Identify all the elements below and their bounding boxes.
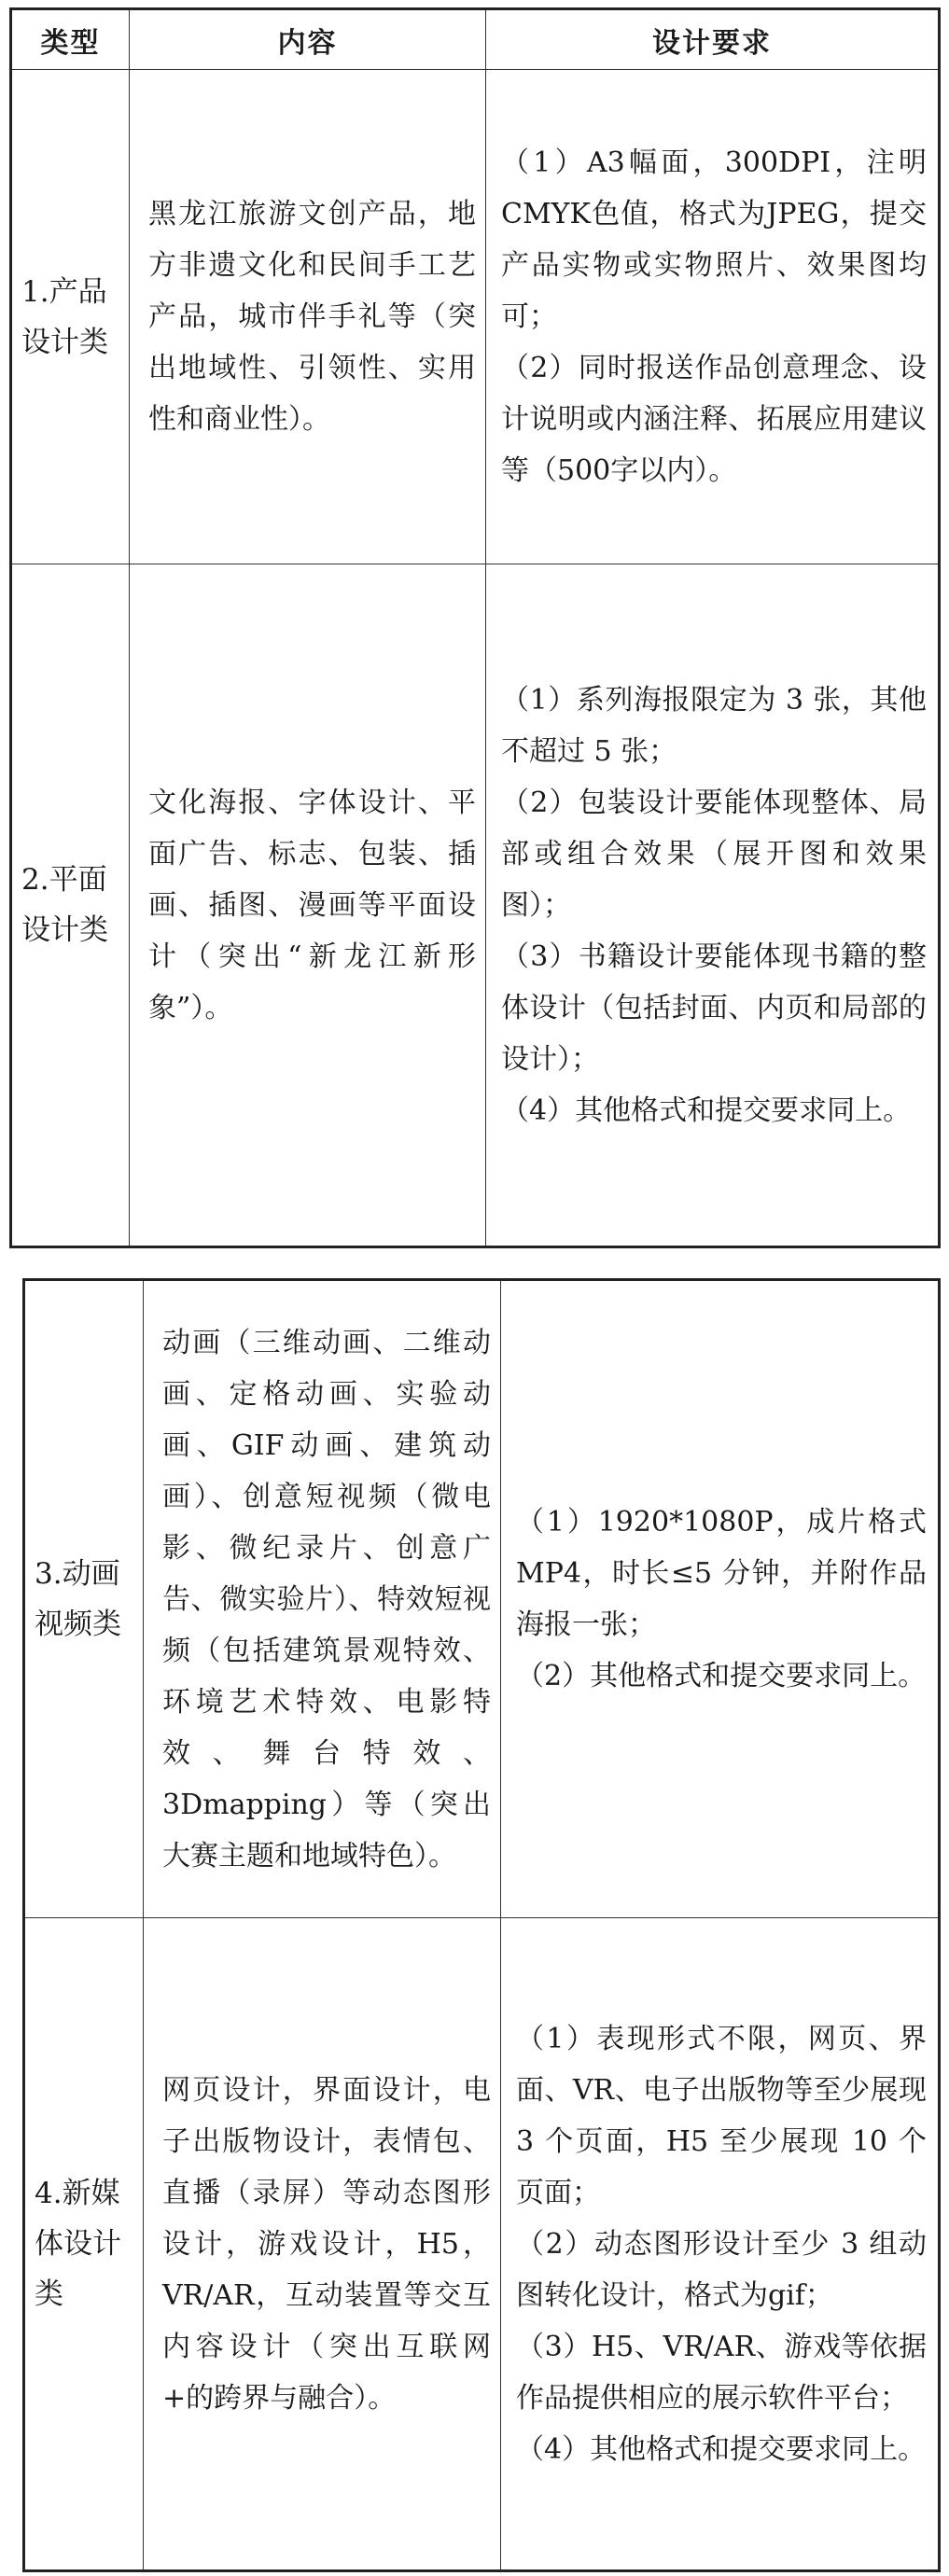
- row-type-cell: 3.动画视频类: [24, 1280, 144, 1918]
- row-requirements-cell: [486, 70, 940, 564]
- requirement-item: （2）同时报送作品创意理念、设计说明或内涵注释、拓展应用建议等（500字以内）。: [501, 352, 927, 487]
- requirement-item: （3）H5、VR/AR、游戏等依据作品提供相应的展示软件平台；: [516, 2330, 927, 2415]
- row-content-cell: 动画（三维动画、二维动画、定格动画、实验动画、GIF动画、建筑动画）、创意短视频（微电影、微纪录片、创意广告、微实验片）、特效短视频（包括建筑景观特效、环境艺术特效、电影特效、舞台特效、3Dmapping）等（突出大赛主题和地域特色）。: [144, 1280, 501, 1918]
- row-content-cell: 网页设计，界面设计，电子出版物设计，表情包、直播（录屏）等动态图形设计，游戏设计，H5，VR/AR，互动装置等交互内容设计（突出互联网+的跨界与融合）。: [144, 1918, 501, 2571]
- table-header-row: [11, 9, 940, 70]
- row-content-cell: 黑龙江旅游文创产品，地方非遗文化和民间手工艺产品，城市伴手礼等（突出地域性、引领性、实用性和商业性）。: [130, 70, 486, 564]
- table-row-product-design: [11, 70, 940, 564]
- row-requirements-cell: [501, 1918, 940, 2571]
- table-row-animation-video: [24, 1280, 940, 1918]
- table-row-graphic-design: [11, 564, 940, 1247]
- header-requirements: 设计要求: [486, 9, 940, 70]
- requirement-item: （4）其他格式和提交要求同上。: [501, 1093, 912, 1127]
- design-requirements-table-top: [9, 7, 941, 1248]
- row-type-cell: 4.新媒体设计类: [24, 1918, 144, 2571]
- requirement-item: （2）动态图形设计至少 3 组动图转化设计，格式为gif；: [516, 2227, 927, 2312]
- requirement-item: （1）1920*1080P，成片格式MP4，时长≤5 分钟，并附作品海报一张；: [516, 1506, 927, 1641]
- row-type-cell: 1.产品设计类: [11, 70, 130, 564]
- row-content-cell: 文化海报、字体设计、平面广告、标志、包装、插画、插图、漫画等平面设计（突出“新龙江新形象”）。: [130, 564, 486, 1247]
- requirement-item: （2）包装设计要能体现整体、局部或组合效果（展开图和效果图）；: [501, 786, 927, 922]
- table-row-new-media-design: [24, 1918, 940, 2571]
- requirement-item: （1）A3幅面，300DPI，注明CMYK色值，格式为JPEG，提交产品实物或实物照片、效果图均可；: [501, 146, 927, 333]
- requirement-item: （1）系列海报限定为 3 张，其他不超过 5 张；: [501, 683, 927, 768]
- requirement-item: （3）书籍设计要能体现书籍的整体设计（包括封面、内页和局部的设计）；: [501, 940, 927, 1076]
- header-content: 内容: [130, 9, 486, 70]
- requirement-item: （2）其他格式和提交要求同上。: [516, 1660, 927, 1692]
- requirement-item: （1）表现形式不限，网页、界面、VR、电子出版物等至少展现 3 个页面，H5 至少展现 10 个页面；: [516, 2022, 927, 2209]
- requirement-item: （4）其他格式和提交要求同上。: [516, 2432, 927, 2466]
- row-requirements-cell: [501, 1280, 940, 1918]
- row-type-cell: 2.平面设计类: [11, 564, 130, 1247]
- row-requirements-cell: [486, 564, 940, 1247]
- header-type: 类型: [11, 9, 130, 70]
- design-requirements-table-bottom: [22, 1278, 941, 2572]
